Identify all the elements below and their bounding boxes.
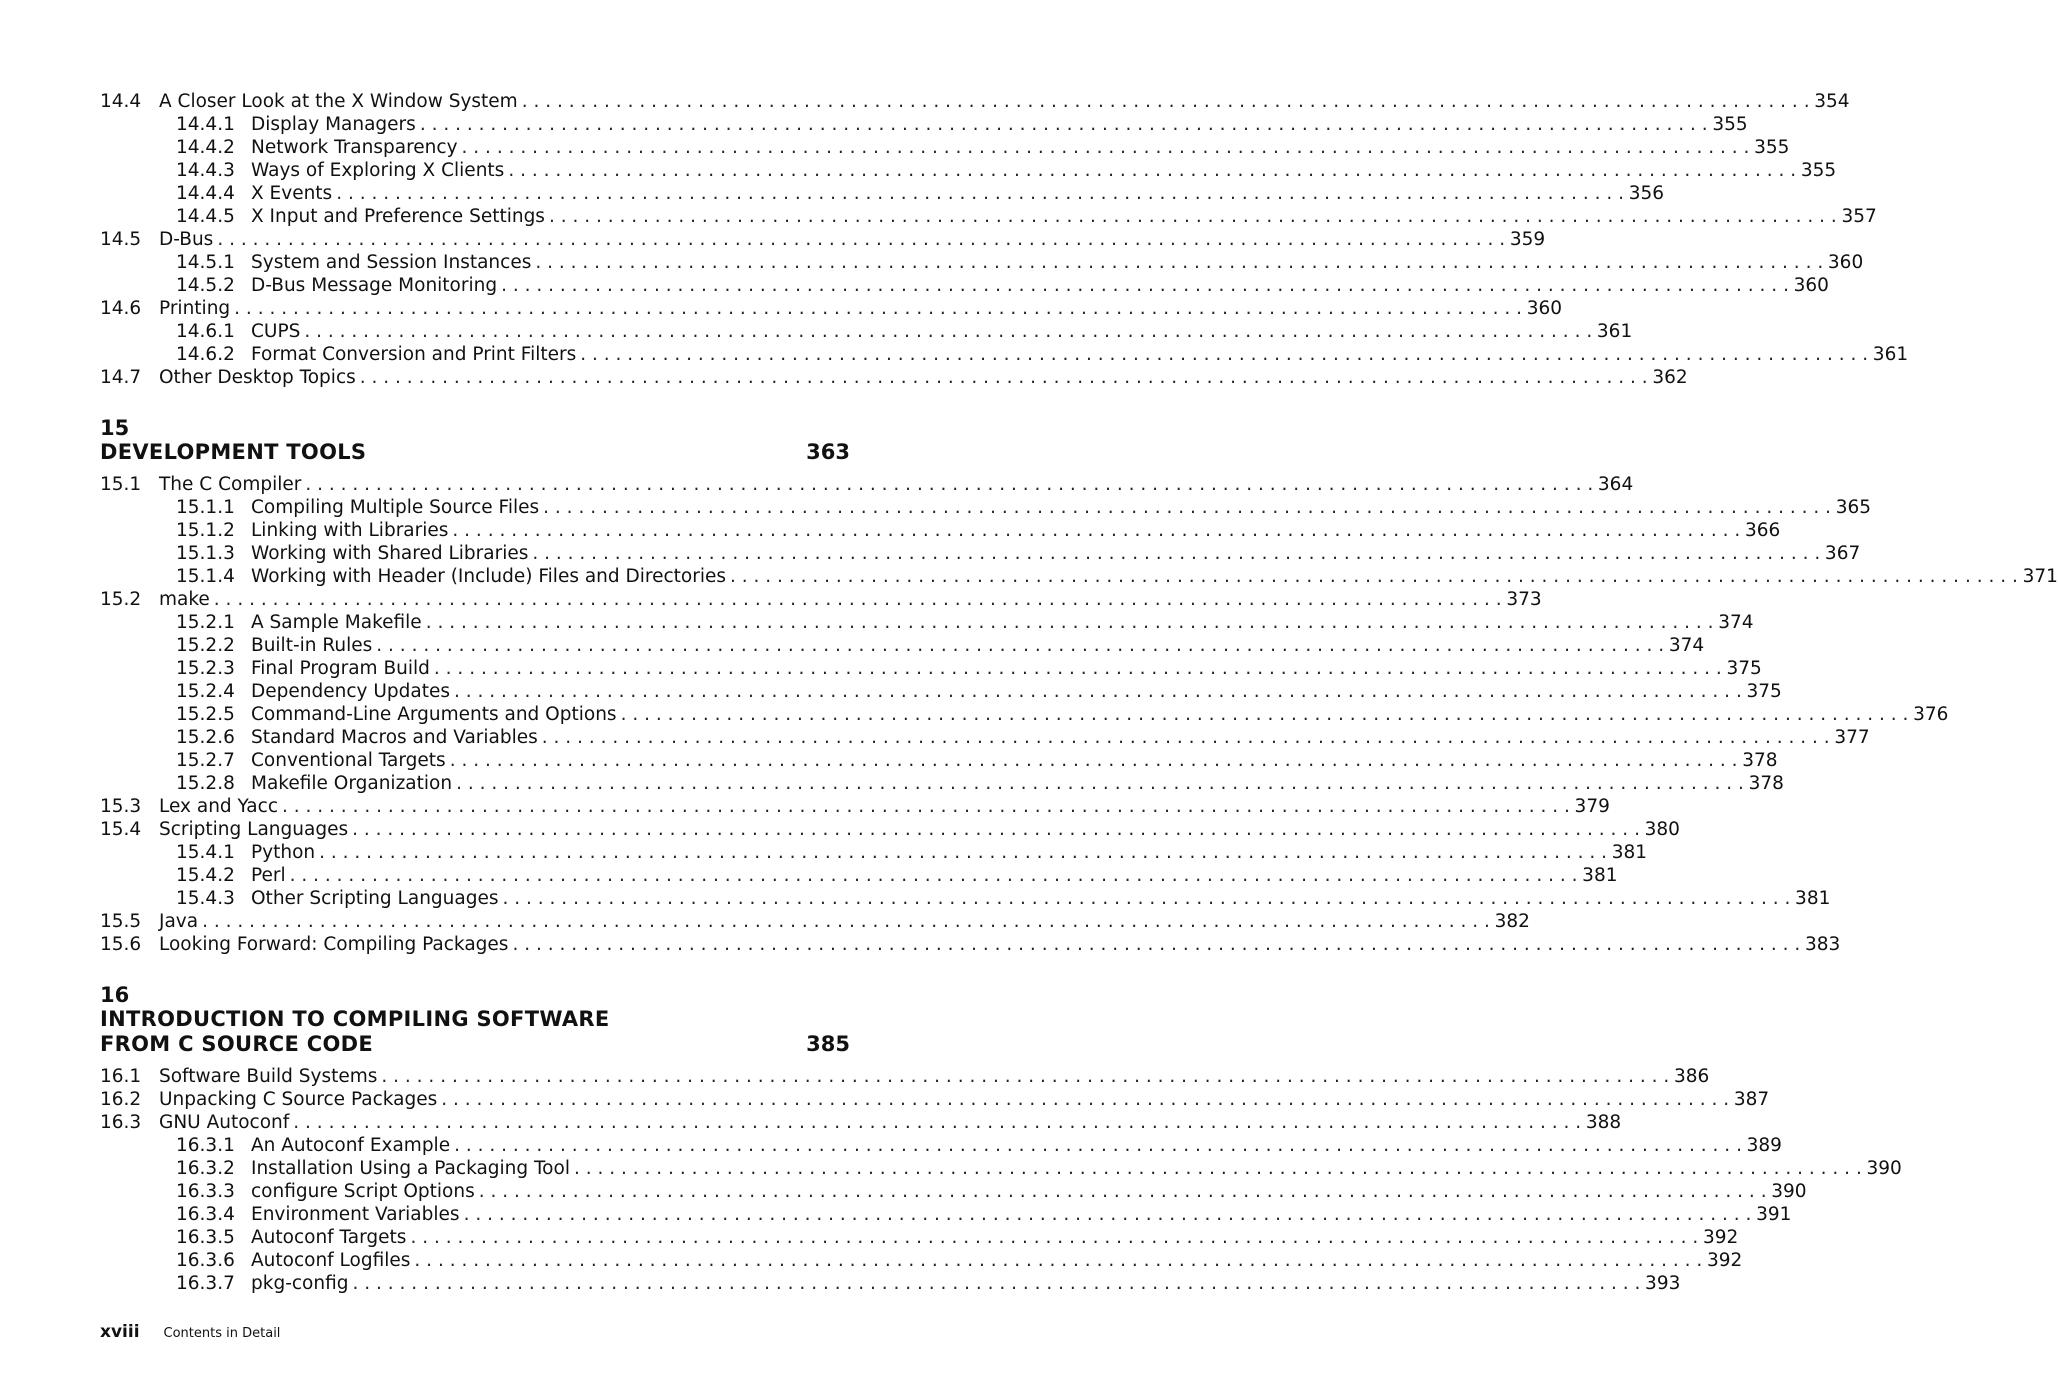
section-title: Lex and Yacc: [159, 796, 278, 817]
page-number: 378: [1748, 773, 1784, 794]
page-number: 390: [1866, 1158, 1902, 1179]
chapter-title-line: INTRODUCTION TO COMPILING SOFTWARE: [100, 1007, 610, 1031]
page-number: 371: [2022, 566, 2058, 587]
section-number: 15.2.7: [176, 750, 235, 771]
chapter-number: 16: [100, 983, 130, 1007]
dot-leader: [230, 297, 1522, 320]
page-number: 390: [1771, 1181, 1807, 1202]
toc-entry: [100, 205, 1877, 228]
dot-leader: [448, 519, 1740, 542]
section-title: Looking Forward: Compiling Packages: [159, 934, 509, 955]
page-number: 392: [1706, 1250, 1743, 1271]
section-number: 14.4.1: [176, 114, 235, 135]
page-number: 388: [1585, 1112, 1622, 1133]
toc-entry: [100, 657, 1762, 680]
toc-entry: [100, 228, 1546, 251]
page-footer: [100, 1322, 280, 1342]
dot-leader: [452, 772, 1744, 795]
toc-entry: [100, 680, 1782, 703]
page-number: 374: [1718, 612, 1754, 633]
section-title: System and Session Instances: [251, 252, 532, 273]
dot-leader: [332, 182, 1624, 205]
toc-entry: [100, 1157, 1902, 1180]
dot-leader: [406, 1226, 1698, 1249]
section-number: 15.2.4: [176, 681, 235, 702]
page-number: 381: [1795, 888, 1831, 909]
toc-entry: [100, 910, 1530, 933]
page-number: 365: [1835, 497, 1872, 518]
toc-entry: [100, 749, 1778, 772]
page-number: 360: [1526, 298, 1563, 319]
section-title: Other Scripting Languages: [251, 888, 499, 909]
toc-entry: [100, 611, 1754, 634]
section-number: 15.2.8: [176, 773, 235, 794]
page-number: 392: [1702, 1227, 1739, 1248]
folio: xviii: [100, 1322, 140, 1342]
toc-entry: [100, 274, 1829, 297]
dot-leader: [356, 366, 1648, 389]
section-title: The C Compiler: [159, 474, 302, 495]
page-number: 393: [1645, 1273, 1681, 1294]
dot-leader: [499, 887, 1791, 910]
toc-entry: [100, 90, 1850, 113]
dot-leader: [617, 703, 1909, 726]
section-number: 14.6.1: [176, 321, 235, 342]
page-number: 366: [1744, 520, 1781, 541]
toc-entry: [100, 1065, 1710, 1088]
section-title: Format Conversion and Print Filters: [251, 344, 577, 365]
dot-leader: [300, 320, 1592, 343]
section-title: configure Script Options: [251, 1181, 475, 1202]
section-number: 15.4: [100, 819, 142, 840]
section-title: Autoconf Targets: [251, 1227, 407, 1248]
section-title: Printing: [159, 298, 231, 319]
page-number: 382: [1494, 911, 1530, 932]
section-title: D-Bus Message Monitoring: [251, 275, 498, 296]
section-title: Final Program Build: [251, 658, 430, 679]
section-title: make: [159, 589, 210, 610]
page-number: 373: [1506, 589, 1542, 610]
dot-leader: [213, 228, 1505, 251]
dot-leader: [528, 542, 1820, 565]
section-number: 15.5: [100, 911, 142, 932]
chapter-heading: [100, 983, 850, 1057]
page-number: 391: [1756, 1204, 1792, 1225]
toc-entry: [100, 795, 1610, 818]
chapter-title-row: [100, 440, 850, 465]
dot-leader: [497, 274, 1789, 297]
page-number: 355: [1712, 114, 1748, 135]
section-number: 14.6.2: [176, 344, 235, 365]
dot-leader: [315, 841, 1607, 864]
page-number: 387: [1733, 1089, 1770, 1110]
section-title: Working with Shared Libraries: [251, 543, 529, 564]
toc-entry: [100, 818, 1680, 841]
dot-leader: [377, 1065, 1669, 1088]
section-title: Dependency Updates: [251, 681, 450, 702]
page-number: 359: [1509, 229, 1546, 250]
page-number: 354: [1814, 91, 1850, 112]
dot-leader: [545, 205, 1837, 228]
section-title: X Events: [251, 183, 333, 204]
section-title: pkg-config: [251, 1273, 349, 1294]
section-title: Python: [251, 842, 316, 863]
section-number: 15.1.2: [176, 520, 235, 541]
section-number: 14.4.5: [176, 206, 235, 227]
section-number: 15.1.1: [176, 497, 235, 518]
page-number: 376: [1913, 704, 1949, 725]
section-number: 14.5.1: [176, 252, 235, 273]
page-number: 375: [1746, 681, 1782, 702]
section-title: Other Desktop Topics: [159, 367, 356, 388]
page-number: 374: [1668, 635, 1705, 656]
section-number: 15.1.4: [176, 566, 235, 587]
section-number: 16.1: [100, 1066, 142, 1087]
dot-leader: [349, 1272, 1641, 1295]
section-title: Command-Line Arguments and Options: [251, 704, 617, 725]
section-number: 15.2: [100, 589, 142, 610]
section-number: 16.2: [100, 1089, 142, 1110]
toc-entry: [100, 1203, 1792, 1226]
toc-entry: [100, 887, 1831, 910]
table-of-contents: [100, 90, 2058, 1295]
section-title: Scripting Languages: [159, 819, 349, 840]
section-number: 16.3.5: [176, 1227, 235, 1248]
toc-entry: [100, 320, 1633, 343]
toc-entry: [100, 113, 1748, 136]
dot-leader: [437, 1088, 1729, 1111]
chapter-title: [100, 440, 366, 465]
dot-leader: [372, 634, 1664, 657]
page-number: 375: [1726, 658, 1762, 679]
section-title: D-Bus: [159, 229, 214, 250]
toc-entry: [100, 841, 1647, 864]
chapter-page-number: 363: [806, 440, 850, 464]
section-title: Unpacking C Source Packages: [159, 1089, 438, 1110]
section-title: Display Managers: [251, 114, 416, 135]
section-number: 14.4.3: [176, 160, 235, 181]
toc-entry: [100, 1249, 1743, 1272]
page-number: 356: [1628, 183, 1665, 204]
section-number: 16.3: [100, 1112, 142, 1133]
toc-entry: [100, 772, 1784, 795]
dot-leader: [504, 159, 1796, 182]
page-number: 364: [1597, 474, 1634, 495]
dot-leader: [531, 251, 1823, 274]
section-title: Compiling Multiple Source Files: [251, 497, 540, 518]
section-number: 15.1.3: [176, 543, 235, 564]
page-number: 360: [1793, 275, 1829, 296]
toc-entry: [100, 703, 1949, 726]
section-title: Software Build Systems: [159, 1066, 378, 1087]
dot-leader: [278, 795, 1570, 818]
toc-entry: [100, 136, 1790, 159]
section-number: 15.3: [100, 796, 142, 817]
page-number: 380: [1644, 819, 1680, 840]
dot-leader: [301, 473, 1593, 496]
section-number: 16.3.7: [176, 1273, 235, 1294]
section-number: 15.4.1: [176, 842, 235, 863]
running-head: Contents in Detail: [163, 1326, 281, 1341]
toc-entry: [100, 1134, 1782, 1157]
section-number: 14.4.4: [176, 183, 235, 204]
toc-entry: [100, 251, 1864, 274]
toc-entry: [100, 366, 1688, 389]
page-number: 386: [1673, 1066, 1710, 1087]
dot-leader: [726, 565, 2018, 588]
chapter-title: [100, 1007, 610, 1057]
section-number: 14.5.2: [176, 275, 235, 296]
dot-leader: [289, 1111, 1581, 1134]
chapter-title-line: DEVELOPMENT TOOLS: [100, 440, 367, 464]
section-number: 16.3.2: [176, 1158, 235, 1179]
section-title: Linking with Libraries: [251, 520, 449, 541]
toc-entry: [100, 297, 1563, 320]
section-title: Ways of Exploring X Clients: [251, 160, 505, 181]
dot-leader: [422, 611, 1714, 634]
page-number: 381: [1582, 865, 1618, 886]
page-number: 378: [1742, 750, 1778, 771]
section-number: 16.3.3: [176, 1181, 235, 1202]
toc-entry: [100, 933, 1841, 956]
section-number: 15.2.5: [176, 704, 235, 725]
dot-leader: [198, 910, 1490, 933]
toc-entry: [100, 159, 1837, 182]
toc-entry: [100, 519, 1781, 542]
section-title: An Autoconf Example: [251, 1135, 451, 1156]
section-number: 16.3.1: [176, 1135, 235, 1156]
toc-entry: [100, 726, 1870, 749]
page-number: 357: [1841, 206, 1877, 227]
dot-leader: [210, 588, 1502, 611]
toc-entry: [100, 182, 1665, 205]
dot-leader: [518, 90, 1810, 113]
section-title: A Sample Makefile: [251, 612, 422, 633]
dot-leader: [348, 818, 1640, 841]
toc-entry: [100, 1088, 1770, 1111]
page-number: 383: [1804, 934, 1841, 955]
toc-entry: [100, 473, 1634, 496]
section-number: 14.4: [100, 91, 142, 112]
section-title: Makefile Organization: [251, 773, 453, 794]
page-number: 355: [1800, 160, 1837, 181]
toc-entry: [100, 1111, 1622, 1134]
toc-entry: [100, 634, 1705, 657]
dot-leader: [539, 496, 1831, 519]
section-number: 15.4.2: [176, 865, 235, 886]
dot-leader: [416, 113, 1708, 136]
section-number: 16.3.4: [176, 1204, 235, 1225]
page-number: 389: [1746, 1135, 1782, 1156]
toc-entry: [100, 565, 2058, 588]
page-number: 381: [1611, 842, 1647, 863]
page-number: 360: [1827, 252, 1864, 273]
section-title: Environment Variables: [251, 1204, 460, 1225]
section-number: 14.4.2: [176, 137, 235, 158]
section-number: 15.2.1: [176, 612, 235, 633]
section-title: GNU Autoconf: [159, 1112, 290, 1133]
chapter-heading: [100, 416, 850, 465]
section-title: Conventional Targets: [251, 750, 446, 771]
section-number: 14.5: [100, 229, 142, 250]
section-title: Perl: [251, 865, 286, 886]
dot-leader: [570, 1157, 1862, 1180]
dot-leader: [576, 343, 1868, 366]
toc-entry: [100, 496, 1872, 519]
toc-entry: [100, 1180, 1807, 1203]
chapter-title-line: FROM C SOURCE CODE: [100, 1032, 374, 1056]
toc-entry: [100, 864, 1618, 887]
page-number: 379: [1574, 796, 1610, 817]
page-number: 362: [1652, 367, 1688, 388]
section-number: 14.6: [100, 298, 142, 319]
section-number: 15.6: [100, 934, 142, 955]
chapter-page-number: 385: [806, 1032, 850, 1056]
section-title: Java: [159, 911, 199, 932]
section-title: A Closer Look at the X Window System: [159, 91, 518, 112]
dot-leader: [475, 1180, 1767, 1203]
section-title: Standard Macros and Variables: [251, 727, 538, 748]
page-number: 377: [1834, 727, 1870, 748]
dot-leader: [450, 1134, 1742, 1157]
section-title: X Input and Preference Settings: [251, 206, 545, 227]
section-number: 15.2.3: [176, 658, 235, 679]
section-title: Network Transparency: [251, 137, 458, 158]
page-number: 361: [1872, 344, 1909, 365]
dot-leader: [410, 1249, 1702, 1272]
dot-leader: [458, 136, 1750, 159]
dot-leader: [460, 1203, 1752, 1226]
section-title: Installation Using a Packaging Tool: [251, 1158, 570, 1179]
toc-entry: [100, 588, 1542, 611]
section-number: 16.3.6: [176, 1250, 235, 1271]
dot-leader: [446, 749, 1738, 772]
page-number: 367: [1824, 543, 1861, 564]
section-number: 15.4.3: [176, 888, 235, 909]
chapter-number: 15: [100, 416, 130, 440]
dot-leader: [538, 726, 1830, 749]
section-number: 15.1: [100, 474, 142, 495]
section-number: 15.2.2: [176, 635, 235, 656]
toc-entry: [100, 542, 1861, 565]
dot-leader: [286, 864, 1578, 887]
dot-leader: [450, 680, 1742, 703]
toc-entry: [100, 343, 1909, 366]
page-number: 355: [1754, 137, 1790, 158]
chapter-title-row: [100, 1007, 850, 1057]
section-title: CUPS: [251, 321, 301, 342]
dot-leader: [508, 933, 1800, 956]
toc-entry: [100, 1226, 1739, 1249]
section-number: 14.7: [100, 367, 142, 388]
dot-leader: [430, 657, 1722, 680]
section-title: Autoconf Logfiles: [251, 1250, 411, 1271]
page-number: 361: [1596, 321, 1633, 342]
toc-entry: [100, 1272, 1681, 1295]
section-title: Built-in Rules: [251, 635, 373, 656]
section-number: 15.2.6: [176, 727, 235, 748]
section-title: Working with Header (Include) Files and Directories: [251, 566, 727, 587]
